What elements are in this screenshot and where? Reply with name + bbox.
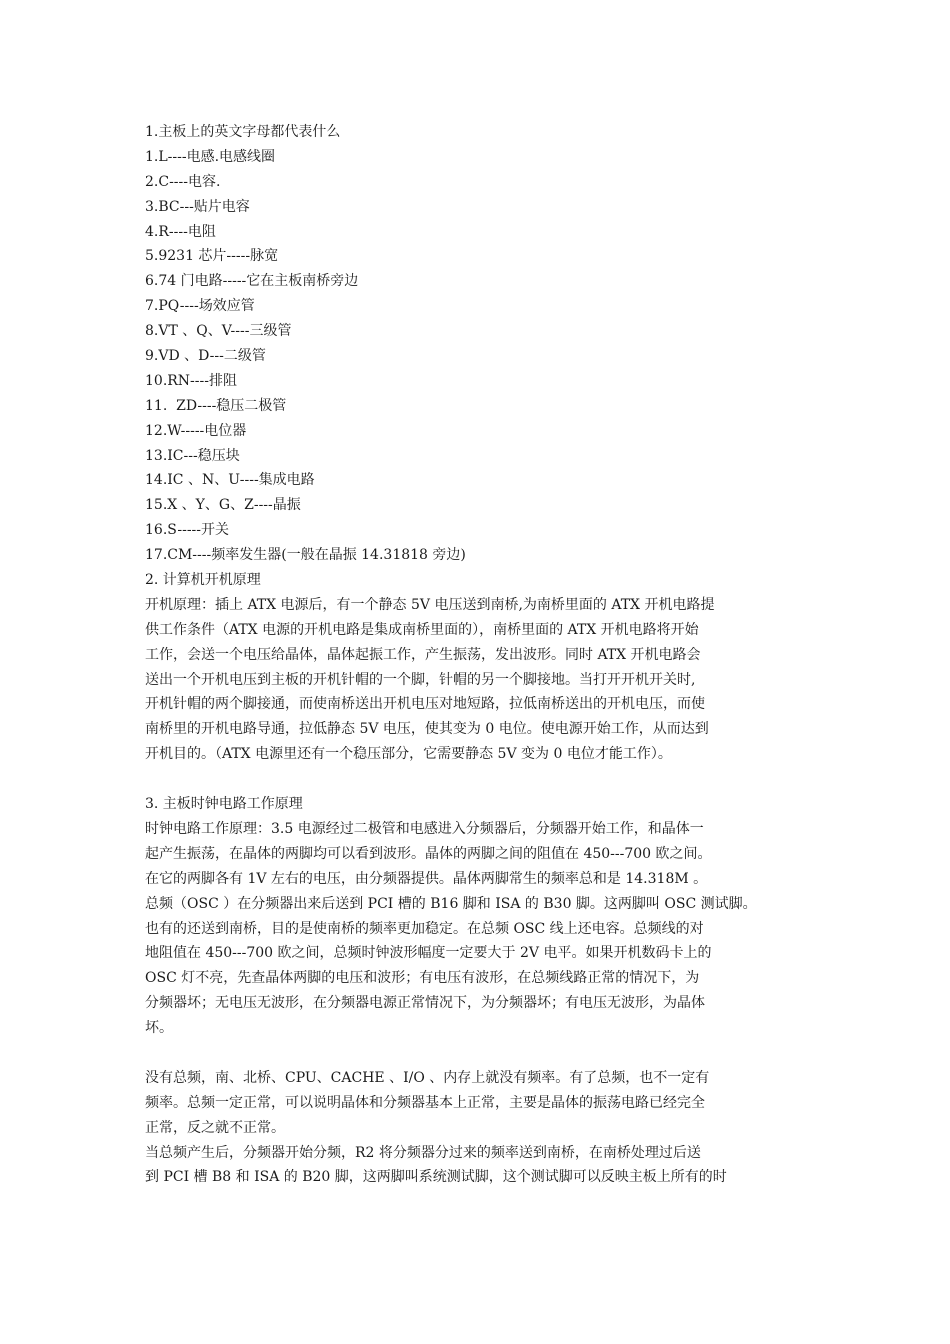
list-item: 14.IC 、N、U----集成电路 xyxy=(145,472,315,489)
list-item: 4.R----电阻 xyxy=(145,223,216,240)
list-item: 15.X 、Y、G、Z----晶振 xyxy=(145,497,301,514)
paragraph-line: 没有总频，南、北桥、CPU、CACHE 、I/O 、内存上就没有频率。有了总频，也不一定有 xyxy=(145,1069,710,1086)
section-3-heading: 3. 主板时钟电路工作原理 xyxy=(145,796,303,813)
section-1-heading: 1.主板上的英文字母都代表什么 xyxy=(145,124,341,140)
paragraph-line: 工作，会送一个电压给晶体，晶体起振工作，产生振荡，发出波形。同时 ATX 开机电路会 xyxy=(145,646,701,663)
list-item: 10.RN----排阻 xyxy=(145,372,237,389)
list-item: 6.74 门电路-----它在主板南桥旁边 xyxy=(145,273,359,290)
paragraph-line: 频率。总频一定正常，可以说明晶体和分频器基本上正常，主要是晶体的振荡电路已经完全 xyxy=(145,1094,705,1111)
section-2-heading: 2. 计算机开机原理 xyxy=(145,572,261,589)
paragraph-line: 分频器坏；无电压无波形，在分频器电源正常情况下，为分频器坏；有电压无波形，为晶体 xyxy=(145,995,705,1012)
list-item: 17.CM----频率发生器(一般在晶振 14.31818 旁边) xyxy=(145,547,466,564)
paragraph-line: OSC 灯不亮，先查晶体两脚的电压和波形；有电压有波形，在总频线路正常的情况下，为 xyxy=(145,970,700,987)
paragraph-line: 坏。 xyxy=(145,1020,173,1037)
paragraph-line: 送出一个开机电压到主板的开机针帽的一个脚，针帽的另一个脚接地。当打开开机开关时, xyxy=(145,671,696,688)
paragraph-line: 当总频产生后，分频器开始分频，R2 将分频器分过来的频率送到南桥，在南桥处理过后送 xyxy=(145,1144,701,1161)
document-page xyxy=(145,120,945,1190)
list-item: 7.PQ----场效应管 xyxy=(145,298,255,315)
list-item: 11. ZD----稳压二极管 xyxy=(145,397,287,414)
paragraph-line: 到 PCI 槽 B8 和 ISA 的 B20 脚，这两脚叫系统测试脚，这个测试脚可以反映主板上所有的时 xyxy=(145,1169,727,1186)
paragraph-line: 南桥里的开机电路导通，拉低静态 5V 电压，使其变为 0 电位。使电源开始工作，从而达到 xyxy=(145,721,709,738)
blank-line xyxy=(145,1041,945,1066)
blank-line xyxy=(145,767,945,792)
paragraph-line: 正常，反之就不正常。 xyxy=(145,1119,285,1136)
paragraph-line: 在它的两脚各有 1V 左右的电压，由分频器提供。晶体两脚常生的频率总和是 14.318M 。 xyxy=(145,870,708,887)
list-item: 1.L----电感.电感线圈 xyxy=(145,148,276,165)
list-item: 3.BC---贴片电容 xyxy=(145,198,250,215)
paragraph-line: 也有的还送到南桥，目的是使南桥的频率更加稳定。在总频 OSC 线上还电容。总频线的对 xyxy=(145,920,704,937)
paragraph-line: 总频（OSC ）在分频器出来后送到 PCI 槽的 B16 脚和 ISA 的 B30 脚。这两脚叫 OSC 测试脚。 xyxy=(145,895,757,912)
paragraph-line: 地阻值在 450---700 欧之间，总频时钟波形幅度一定要大于 2V 电平。如果开机数码卡上的 xyxy=(145,945,712,962)
paragraph-line: 供工作条件（ATX 电源的开机电路是集成南桥里面的），南桥里面的 ATX 开机电路将开始 xyxy=(145,621,699,638)
paragraph-line: 开机针帽的两个脚接通，而使南桥送出开机电压对地短路，拉低南桥送出的开机电压，而使 xyxy=(145,696,705,713)
paragraph-line: 开机原理：插上 ATX 电源后，有一个静态 5V 电压送到南桥,为南桥里面的 ATX 开机电路提 xyxy=(145,596,715,613)
list-item: 16.S-----开关 xyxy=(145,522,230,539)
list-item: 12.W-----电位器 xyxy=(145,422,247,439)
paragraph-line: 开机目的。（ATX 电源里还有一个稳压部分，它需要静态 5V 变为 0 电位才能工作）。 xyxy=(145,746,672,763)
paragraph-line: 起产生振荡，在晶体的两脚均可以看到波形。晶体的两脚之间的阻值在 450---700 欧之间。 xyxy=(145,845,712,862)
list-item: 8.VT 、Q、V----三级管 xyxy=(145,323,292,340)
list-item: 5.9231 芯片-----脉宽 xyxy=(145,248,279,265)
paragraph-line: 时钟电路工作原理：3.5 电源经过二极管和电感进入分频器后，分频器开始工作，和晶体一 xyxy=(145,820,704,837)
list-item: 9.VD 、D---二级管 xyxy=(145,348,266,365)
list-item: 13.IC---稳压块 xyxy=(145,447,240,464)
list-item: 2.C----电容. xyxy=(145,173,221,190)
